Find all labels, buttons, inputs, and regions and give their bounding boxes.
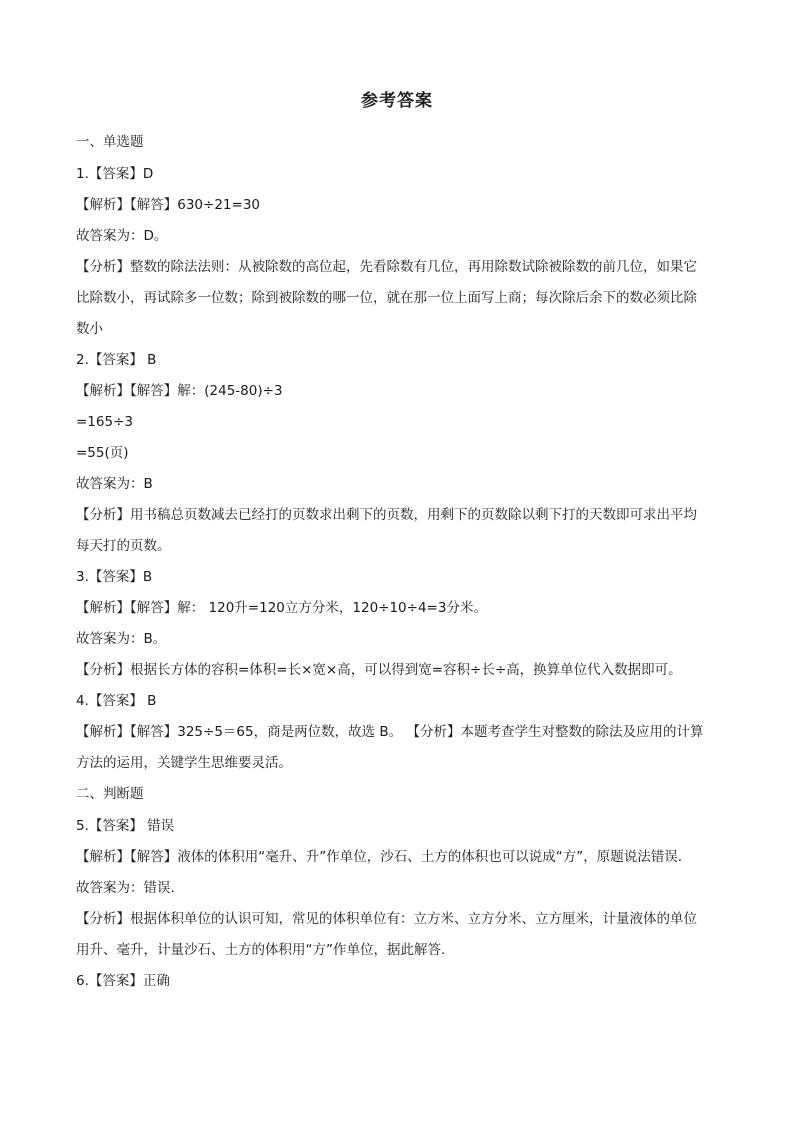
- answer-line: 【解析】【解答】解：(245-80)÷3: [76, 383, 283, 399]
- answer-line: 故答案为：B。: [76, 631, 167, 647]
- answer-line: 2.【答案】 B: [76, 352, 157, 368]
- answer-line: 【解析】【解答】325÷5＝65，商是两位数，故选 B。 【分析】本题考查学生对整数的除法及应用的计算: [76, 724, 704, 740]
- answer-line: 6.【答案】正确: [76, 973, 170, 989]
- answer-line: 故答案为：错误.: [76, 880, 175, 896]
- answer-line: 【解析】【解答】液体的体积用“毫升、升”作单位，沙石、土方的体积也可以说成“方”，原题说法错误.: [76, 849, 683, 865]
- answer-line: 每天打的页数。: [76, 538, 171, 554]
- answer-line: 方法的运用，关键学生思维要灵活。: [76, 755, 292, 771]
- section-heading-true-false: 二、判断题: [76, 786, 144, 802]
- section-heading-single-choice: 一、单选题: [76, 134, 144, 150]
- answer-line: 【分析】整数的除法法则：从被除数的高位起，先看除数有几位，再用除数试除被除数的前几位，如果它: [76, 259, 697, 275]
- page-title: 参考答案: [361, 91, 433, 111]
- answer-content: [76, 128, 726, 998]
- answer-line: 3.【答案】B: [76, 569, 153, 585]
- answer-line: 故答案为：D。: [76, 228, 168, 244]
- answer-line: 【解析】【解答】630÷21=30: [76, 197, 260, 213]
- answer-line: 【分析】根据长方体的容积=体积=长×宽×高，可以得到宽=容积÷长÷高，换算单位代入数据即可。: [76, 662, 682, 678]
- answer-line: 故答案为：B: [76, 476, 153, 492]
- answer-line: =165÷3: [76, 414, 133, 430]
- answer-line: 【分析】根据体积单位的认识可知，常见的体积单位有：立方米、立方分米、立方厘米，计量液体的单位: [76, 911, 697, 927]
- answer-line: 数小: [76, 321, 103, 337]
- answer-line: 【分析】用书稿总页数减去已经打的页数求出剩下的页数，用剩下的页数除以剩下打的天数即可求出平均: [76, 507, 697, 523]
- answer-line: 用升、毫升，计量沙石、土方的体积用“方”作单位，据此解答.: [76, 942, 446, 958]
- answer-line: 4.【答案】 B: [76, 693, 157, 709]
- answer-line: 【解析】【解答】解： 120升=120立方分米，120÷10÷4=3分米。: [76, 600, 487, 616]
- answer-line: 1.【答案】D: [76, 166, 154, 182]
- answer-line: =55(页): [76, 445, 129, 461]
- answer-line: 5.【答案】 错误: [76, 818, 175, 834]
- answer-line: 比除数小，再试除多一位数；除到被除数的哪一位，就在那一位上面写上商；每次除后余下的数必须比除: [76, 290, 697, 306]
